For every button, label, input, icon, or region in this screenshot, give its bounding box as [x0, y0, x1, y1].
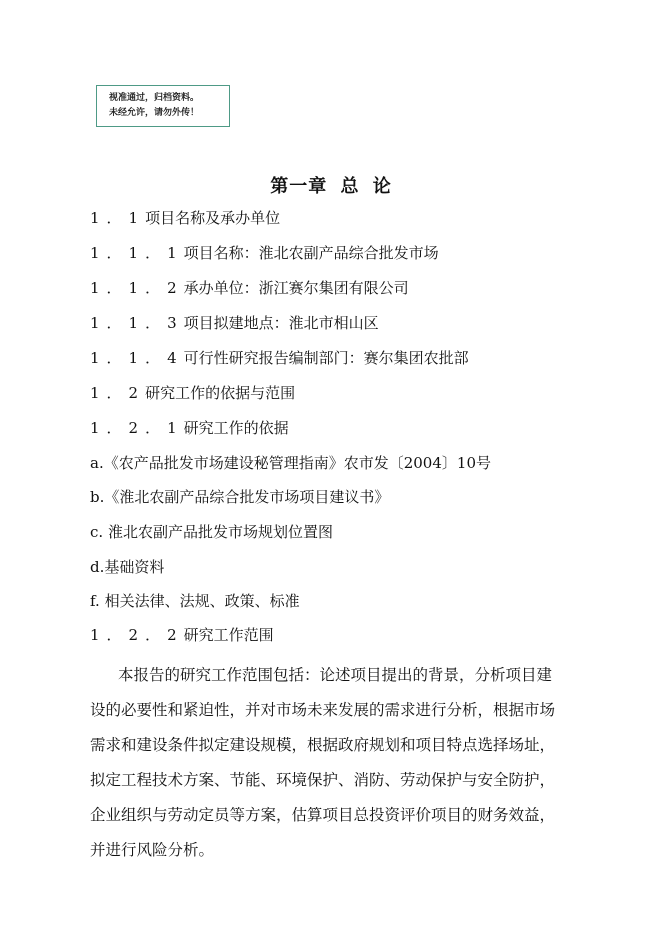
- paragraph-line: 企业组织与劳动定员等方案，估算项目总投资评价项目的财务效益，: [90, 806, 556, 824]
- item-text: 相关法律、法规、政策、标准: [104, 592, 300, 610]
- paragraph-line: 本报告的研究工作范围包括：论述项目提出的背景，分析项目建: [118, 666, 553, 684]
- list-item: [90, 486, 389, 508]
- item-text: 项目名称：淮北农副产品综合批发市场: [183, 244, 439, 262]
- list-item: [90, 242, 439, 264]
- item-number: 1．1．1: [90, 244, 184, 262]
- paragraph-line: 并进行风险分析。: [90, 841, 215, 859]
- section-text: 项目名称及承办单位: [145, 209, 281, 227]
- item-text: 《淮北农副产品综合批发市场项目建议书》: [104, 488, 390, 506]
- list-item: [90, 277, 409, 299]
- item-text: 承办单位：浙江赛尔集团有限公司: [183, 279, 409, 297]
- chapter-title: 第一章 总 论: [270, 176, 392, 197]
- list-item: [90, 312, 379, 334]
- item-letter: c.: [90, 523, 104, 541]
- list-item: [90, 452, 491, 474]
- item-letter: f.: [90, 592, 100, 610]
- item-text: 淮北农副产品批发市场规划位置图: [107, 523, 333, 541]
- section-text: 研究工作的依据与范围: [145, 384, 296, 402]
- section-heading: [90, 207, 280, 229]
- item-text: 基础资料: [104, 558, 165, 576]
- paragraph-line: 设的必要性和紧迫性，并对市场未来发展的需求进行分析，根据市场: [90, 701, 556, 719]
- item-letter: a.: [90, 454, 104, 472]
- list-item: [90, 521, 333, 543]
- item-letter: b.: [90, 488, 105, 506]
- list-item: [90, 417, 289, 439]
- section-heading: [90, 382, 295, 404]
- list-item: [90, 556, 164, 578]
- paragraph-line: 需求和建设条件拟定建设规模，根据政府规划和项目特点选择场址，: [90, 736, 556, 754]
- item-number: 1．1．2: [90, 279, 184, 297]
- item-text: 可行性研究报告编制部门：赛尔集团农批部: [183, 349, 469, 367]
- paragraph-line: 拟定工程技术方案、节能、环境保护、消防、劳动保护与安全防护，: [90, 771, 556, 789]
- item-number: 1．1．3: [90, 314, 184, 332]
- item-letter: d.: [90, 558, 105, 576]
- item-text: 研究工作范围: [183, 626, 274, 644]
- stamp-line-1: 视准通过，归档资料。: [109, 93, 200, 103]
- list-item: [90, 347, 469, 369]
- list-item: [90, 624, 274, 646]
- item-number: 1．2．2: [90, 626, 184, 644]
- approval-stamp: [96, 85, 230, 127]
- item-number: 1．2．1: [90, 419, 184, 437]
- item-number: 1．1．4: [90, 349, 184, 367]
- item-text: 《农产品批发市场建设秘管理指南》农市发〔2004〕10号: [103, 454, 491, 472]
- section-number: 1．1: [90, 209, 146, 227]
- section-number: 1．2: [90, 384, 146, 402]
- body-paragraph: [90, 658, 570, 868]
- item-text: 研究工作的依据: [183, 419, 289, 437]
- item-text: 项目拟建地点：淮北市相山区: [183, 314, 379, 332]
- list-item: [90, 590, 300, 612]
- stamp-line-2: 未经允许，请勿外传！: [109, 108, 200, 118]
